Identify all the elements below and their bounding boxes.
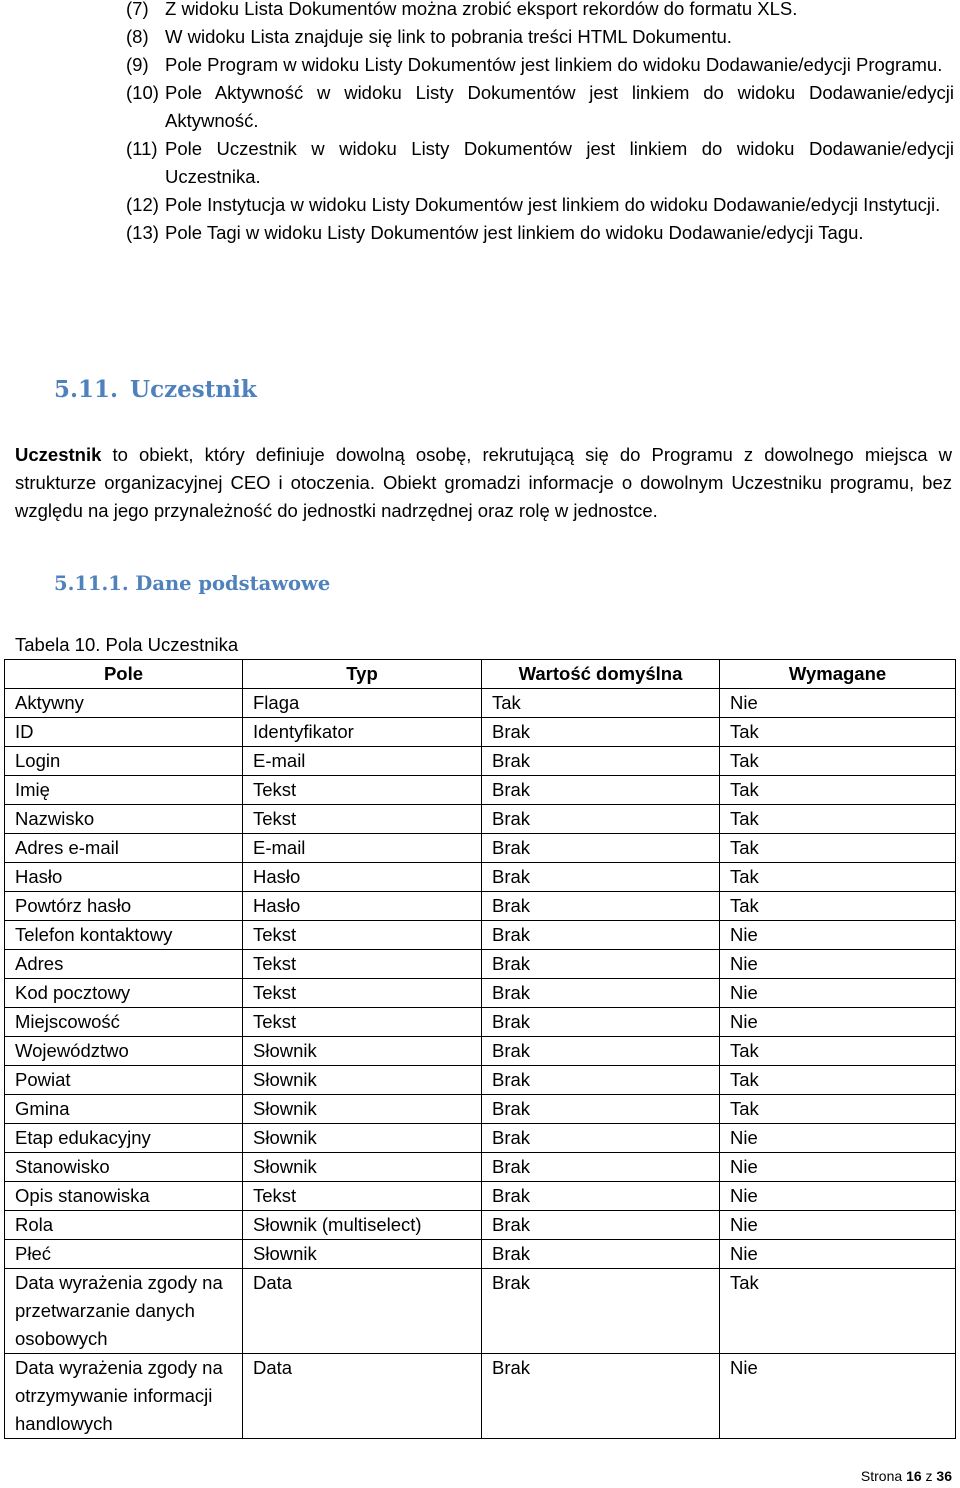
table-row: [5, 1153, 956, 1182]
cell-wymagane: Tak: [720, 863, 956, 892]
cell-wartosc-domyslna: Brak: [482, 747, 720, 776]
cell-wymagane: Tak: [720, 747, 956, 776]
cell-typ: Tekst: [243, 805, 482, 834]
table-row: [5, 1095, 956, 1124]
table-row: [5, 892, 956, 921]
table-row: [5, 1182, 956, 1211]
cell-pole: Płeć: [5, 1240, 243, 1269]
cell-wartosc-domyslna: Brak: [482, 863, 720, 892]
cell-wartosc-domyslna: Brak: [482, 921, 720, 950]
cell-wymagane: Nie: [720, 1240, 956, 1269]
list-item: [126, 191, 954, 219]
paragraph-text: to obiekt, który definiuje dowolną osobę, rekrutującą się do Programu z dowolnego miejsca w strukturze organizacyjnej CEO i otoczenia. Obiekt gromadzi informacje o dowolnym Uczestniku programu, bez względu na jego przynależność do jednostki nadrzędnej oraz rolę w jednostce.: [15, 444, 952, 521]
list-item: [126, 219, 954, 247]
cell-pole: Etap edukacyjny: [5, 1124, 243, 1153]
table-row: [5, 1008, 956, 1037]
list-text: Pole Aktywność w widoku Listy Dokumentów jest linkiem do widoku Dodawanie/edycji Aktywność.: [165, 82, 954, 131]
cell-pole: Adres e-mail: [5, 834, 243, 863]
table-row: [5, 1354, 956, 1439]
list-item: [126, 135, 954, 191]
cell-typ: Tekst: [243, 776, 482, 805]
table-row: [5, 805, 956, 834]
header-wymagane: Wymagane: [720, 660, 956, 689]
cell-typ: Słownik: [243, 1240, 482, 1269]
table-row: [5, 979, 956, 1008]
header-pole: Pole: [5, 660, 243, 689]
table-row: [5, 1124, 956, 1153]
cell-typ: Słownik: [243, 1153, 482, 1182]
cell-typ: Data: [243, 1354, 482, 1439]
list-number: (11): [126, 138, 158, 159]
cell-typ: E-mail: [243, 747, 482, 776]
cell-wymagane: Tak: [720, 892, 956, 921]
list-text: Z widoku Lista Dokumentów można zrobić eksport rekordów do formatu XLS.: [165, 0, 798, 19]
cell-pole: Login: [5, 747, 243, 776]
numbered-list: [126, 0, 954, 247]
table-row: [5, 1269, 956, 1354]
cell-wymagane: Nie: [720, 921, 956, 950]
list-number: (13): [126, 222, 159, 243]
cell-pole: Opis stanowiska: [5, 1182, 243, 1211]
cell-typ: Flaga: [243, 689, 482, 718]
cell-typ: Tekst: [243, 1008, 482, 1037]
table-row: [5, 689, 956, 718]
cell-wartosc-domyslna: Brak: [482, 892, 720, 921]
cell-wymagane: Nie: [720, 689, 956, 718]
list-number: (7): [126, 0, 149, 19]
section-heading: [54, 376, 257, 403]
cell-wartosc-domyslna: Brak: [482, 1211, 720, 1240]
list-text: Pole Program w widoku Listy Dokumentów jest linkiem do widoku Dodawanie/edycji Programu.: [165, 54, 943, 75]
cell-wartosc-domyslna: Brak: [482, 776, 720, 805]
cell-wartosc-domyslna: Brak: [482, 1153, 720, 1182]
cell-wymagane: Tak: [720, 834, 956, 863]
cell-wymagane: Nie: [720, 1211, 956, 1240]
cell-pole: Powiat: [5, 1066, 243, 1095]
cell-wartosc-domyslna: Brak: [482, 1124, 720, 1153]
list-item: [126, 0, 954, 23]
page-current: 16: [906, 1468, 922, 1484]
table-row: [5, 834, 956, 863]
cell-wartosc-domyslna: Brak: [482, 834, 720, 863]
cell-typ: Identyfikator: [243, 718, 482, 747]
table-row: [5, 1066, 956, 1095]
cell-wartosc-domyslna: Brak: [482, 1066, 720, 1095]
table-row: [5, 747, 956, 776]
cell-typ: Tekst: [243, 921, 482, 950]
list-number: (9): [126, 54, 149, 75]
cell-pole: Adres: [5, 950, 243, 979]
cell-pole: Nazwisko: [5, 805, 243, 834]
cell-wymagane: Nie: [720, 1124, 956, 1153]
cell-pole: Gmina: [5, 1095, 243, 1124]
section-title: Uczestnik: [130, 376, 257, 403]
cell-wymagane: Tak: [720, 1066, 956, 1095]
cell-typ: Słownik: [243, 1124, 482, 1153]
table-header-row: [5, 660, 956, 689]
cell-wymagane: Nie: [720, 950, 956, 979]
list-item: [126, 51, 954, 79]
cell-typ: Tekst: [243, 950, 482, 979]
cell-pole: Data wyrażenia zgody na otrzymywanie informacji handlowych: [5, 1354, 243, 1439]
list-item: [126, 79, 954, 135]
cell-pole: Data wyrażenia zgody na przetwarzanie danych osobowych: [5, 1269, 243, 1354]
table-row: [5, 863, 956, 892]
cell-typ: Słownik: [243, 1066, 482, 1095]
list-text: Pole Tagi w widoku Listy Dokumentów jest linkiem do widoku Dodawanie/edycji Tagu.: [165, 222, 864, 243]
cell-pole: Miejscowość: [5, 1008, 243, 1037]
table-row: [5, 1240, 956, 1269]
cell-pole: Telefon kontaktowy: [5, 921, 243, 950]
cell-wymagane: Tak: [720, 776, 956, 805]
cell-wymagane: Tak: [720, 1269, 956, 1354]
cell-typ: Hasło: [243, 892, 482, 921]
cell-pole: Kod pocztowy: [5, 979, 243, 1008]
list-number: (10): [126, 82, 159, 103]
cell-wymagane: Tak: [720, 718, 956, 747]
cell-wymagane: Nie: [720, 1354, 956, 1439]
list-text: Pole Instytucja w widoku Listy Dokumentów jest linkiem do widoku Dodawanie/edycji Instytucji.: [165, 194, 941, 215]
cell-wymagane: Nie: [720, 1182, 956, 1211]
table-row: [5, 1211, 956, 1240]
cell-pole: Powtórz hasło: [5, 892, 243, 921]
cell-pole: Rola: [5, 1211, 243, 1240]
list-number: (12): [126, 194, 159, 215]
list-text: Pole Uczestnik w widoku Listy Dokumentów jest linkiem do widoku Dodawanie/edycji Uczestnika.: [165, 138, 954, 187]
cell-wymagane: Tak: [720, 1095, 956, 1124]
cell-wymagane: Tak: [720, 805, 956, 834]
table-caption: Tabela 10. Pola Uczestnika: [15, 634, 239, 655]
section-number: 5.11.: [54, 376, 119, 403]
table-row: [5, 1037, 956, 1066]
cell-wartosc-domyslna: Brak: [482, 1269, 720, 1354]
cell-typ: Hasło: [243, 863, 482, 892]
page-number: [861, 1468, 952, 1484]
cell-wartosc-domyslna: Brak: [482, 1354, 720, 1439]
cell-typ: Tekst: [243, 1182, 482, 1211]
cell-typ: Data: [243, 1269, 482, 1354]
cell-wartosc-domyslna: Brak: [482, 979, 720, 1008]
cell-wartosc-domyslna: Brak: [482, 805, 720, 834]
cell-typ: Tekst: [243, 979, 482, 1008]
page-number-separator: z: [921, 1468, 937, 1484]
cell-pole: Województwo: [5, 1037, 243, 1066]
cell-wartosc-domyslna: Brak: [482, 1240, 720, 1269]
list-number: (8): [126, 26, 149, 47]
cell-wymagane: Tak: [720, 1037, 956, 1066]
cell-pole: ID: [5, 718, 243, 747]
page-number-prefix: Strona: [860, 1468, 907, 1484]
cell-typ: Słownik: [243, 1095, 482, 1124]
cell-pole: Stanowisko: [5, 1153, 243, 1182]
cell-wartosc-domyslna: Brak: [482, 1008, 720, 1037]
cell-wartosc-domyslna: Brak: [482, 1182, 720, 1211]
cell-typ: Słownik (multiselect): [243, 1211, 482, 1240]
cell-wymagane: Nie: [720, 1153, 956, 1182]
subsection-heading: 5.11.1. Dane podstawowe: [54, 572, 331, 595]
section-paragraph: [15, 441, 952, 525]
cell-pole: Imię: [5, 776, 243, 805]
cell-typ: Słownik: [243, 1037, 482, 1066]
table-row: [5, 950, 956, 979]
cell-wartosc-domyslna: Brak: [482, 1095, 720, 1124]
table-row: [5, 776, 956, 805]
cell-wymagane: Nie: [720, 979, 956, 1008]
cell-pole: Aktywny: [5, 689, 243, 718]
header-typ: Typ: [243, 660, 482, 689]
cell-typ: E-mail: [243, 834, 482, 863]
cell-wymagane: Nie: [720, 1008, 956, 1037]
cell-wartosc-domyslna: Tak: [482, 689, 720, 718]
cell-pole: Hasło: [5, 863, 243, 892]
paragraph-term: Uczestnik: [15, 444, 102, 465]
fields-table: [4, 659, 956, 1439]
table-body: [5, 689, 956, 1439]
list-item: [126, 23, 954, 51]
cell-wartosc-domyslna: Brak: [482, 718, 720, 747]
table-row: [5, 718, 956, 747]
list-text: W widoku Lista znajduje się link to pobrania treści HTML Dokumentu.: [165, 26, 732, 47]
header-wartosc-domyslna: Wartość domyślna: [482, 660, 720, 689]
cell-wartosc-domyslna: Brak: [482, 950, 720, 979]
page-total: 36: [936, 1468, 952, 1484]
table-row: [5, 921, 956, 950]
cell-wartosc-domyslna: Brak: [482, 1037, 720, 1066]
